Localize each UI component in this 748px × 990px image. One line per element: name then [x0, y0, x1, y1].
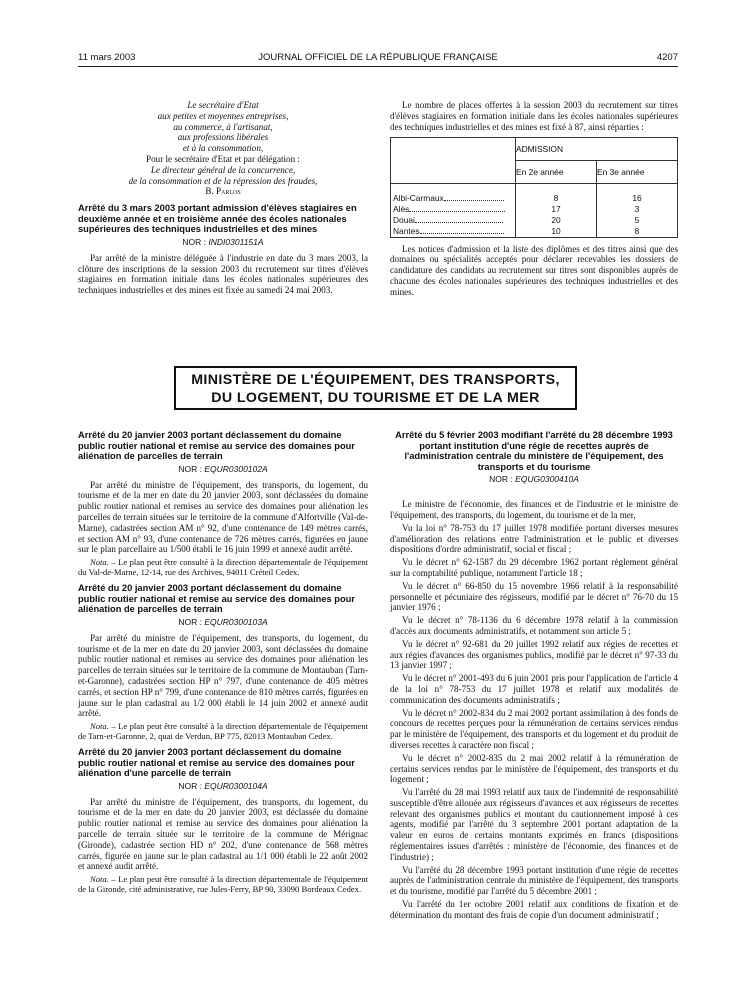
top-right-column: [390, 100, 678, 300]
table-row: [391, 204, 678, 215]
ministry-banner: [174, 366, 577, 410]
signature-line: Le secrétaire d'Etat: [187, 100, 259, 110]
table-corner: [391, 138, 516, 184]
bottom-right-column: [390, 430, 678, 923]
table-row: [391, 226, 678, 237]
top-left-column: [78, 100, 368, 298]
column-header: En 3e année: [597, 161, 678, 184]
note-label: Nota. –: [90, 874, 116, 885]
signatory-name: B. Parlos: [205, 186, 241, 197]
article-title: Arrêté du 20 janvier 2003 portant déclassement du domaine public routier national et remise au service des domaines pour aliénation d'une parcelle de terrain: [78, 747, 355, 779]
nor-code: EQUR0300103A: [204, 616, 268, 627]
page-number: 4207: [656, 52, 678, 63]
signature-director: Le directeur général de la concurrence,: [150, 164, 296, 175]
banner-line: DU LOGEMENT, DU TOURISME ET DE LA MER: [211, 390, 540, 406]
nor-label: NOR :: [489, 474, 513, 485]
article-note: [78, 874, 368, 894]
article-body: Par arrêté de la ministre déléguée à l'industrie en date du 3 mars 2003, la clôture des inscriptions de la session 2003 du recrutement sur titres d'élèves stagiaires en formation initiale dans les écoles nationales supérieures des techniques industrielles et des mines est fixée au samedi 24 mai 2003.: [78, 252, 368, 296]
decree-paragraph: Vu l'arrêté du 1er octobre 2001 relatif aux conditions de fixation et de détermination du montant des frais de copie d'un document administratif ;: [390, 899, 678, 920]
table-row: [391, 184, 678, 204]
journal-title: JOURNAL OFFICIEL DE LA RÉPUBLIQUE FRANÇAISE: [258, 52, 498, 63]
decree-paragraph: Vu le décret n° 2002-835 du 2 mai 2002 relatif à la rémunération de certains services rendus par le ministère de l'équipement, des transports et du logement ;: [390, 752, 678, 785]
decree-paragraph: Vu le décret n° 78-1136 du 6 décembre 1978 relatif à la commission d'accès aux documents administratifs, et notamment son article 5 ;: [390, 615, 678, 636]
nor-label: NOR :: [182, 236, 207, 247]
school-name: Douai: [391, 215, 516, 226]
decree-paragraph: Vu le décret n° 62-1587 du 29 décembre 1962 portant règlement général sur la comptabilité publique, notamment l'article 18 ;: [390, 557, 678, 578]
signature-line: au commerce, à l'artisanat,: [173, 121, 273, 132]
running-header: [78, 52, 678, 66]
article-title: Arrêté du 5 février 2003 modifiant l'arrêté du 28 décembre 1993 portant institution d'une régie de recettes auprès de l'administration centrale du ministère de l'équipement, des transports et du tourisme: [395, 430, 673, 472]
nor-code: EQUR0300102A: [204, 463, 268, 474]
nor-code: INDI0301151A: [208, 236, 264, 247]
article-note: [78, 721, 368, 741]
nor-reference: [78, 617, 368, 628]
article-body: Par arrêté du ministre de l'équipement, des transports, du logement, du tourisme et de la mer en date du 20 janvier 2003, sont déclassées du domaine public routier national et remises au service des domaines pour aliénation les parcelles de terrain situées sur le territoire de la commune de Montauban (Tarn-et-Garonne), cadastrées section HP n° 797, d'une contenance de 405 mètres carrés, et section HP n° 799, d'une contenance de 810 mètres carrés, figurées en jaune sur le plan cadastral au 1/2 000 établi le 14 juin 2002 et annexé audit arrêté.: [78, 632, 368, 719]
cell-year3: 5: [597, 215, 678, 226]
decree-paragraph: Vu la loi n° 78-753 du 17 juillet 1978 modifiée portant diverses mesures d'amélioration des relations entre l'administration et le public et diverses dispositions d'ordre administratif, social et fiscal ;: [390, 522, 678, 555]
nor-code: EQUR0300104A: [204, 780, 268, 791]
header-rule: [78, 66, 678, 67]
nor-reference: [78, 464, 368, 475]
admission-table: [390, 137, 678, 237]
signature-block: [78, 100, 368, 197]
cell-year3: 8: [597, 226, 678, 237]
decree-paragraph: Vu le décret n° 2002-834 du 2 mai 2002 portant assimilation à des fonds de concours de recettes perçues pour la rémunération de certains services rendus par le ministère de l'équipement, des transports et du logement et du produit de diverses recettes à caractère non fiscal ;: [390, 707, 678, 750]
cell-year2: 17: [516, 204, 597, 215]
article-title: Arrêté du 20 janvier 2003 portant déclassement du domaine public routier national et remise au service des domaines pour aliénation de parcelles de terrain: [78, 430, 355, 462]
note-text: Le plan peut être consulté à la direction départementale de l'équipement de Tarn-et-Garonne, 2, quai de Verdun, BP 775, 82013 Montauban Cedex.: [78, 721, 369, 742]
signature-line: et à la consommation,: [182, 143, 264, 154]
table-row: [391, 215, 678, 226]
header-date: 11 mars 2003: [78, 52, 136, 63]
admission-outro: Les notices d'admission et la liste des diplômes et des titres ainsi que des domaines ou spécialités acceptés pour déclarer recevables les dossiers de candidature des candidats au recrutement sur titres sont disponibles auprès de chacune des écoles nationales supérieures des techniques industrielles et des mines.: [390, 243, 678, 297]
article-body: Par arrêté du ministre de l'équipement, des transports, du logement, du tourisme et de la mer en date du 20 janvier 2003, sont déclassées du domaine public routier national et remises au service des domaines pour aliénation les parcelles de terrain situées sur le territoire de la commune d'Alfortville (Val-de-Marne), cadastrées section AM n° 92, d'une contenance de 149 mètres carrés, et section AM n° 93, d'une contenance de 726 mètres carrés, figurées en jaune sur le plan parcellaire au 1/500 établi le 16 juin 1999 et annexé audit arrêté.: [78, 479, 368, 555]
school-name: Albi-Carmaux: [391, 184, 516, 204]
table-header: ADMISSION: [516, 138, 678, 161]
nor-reference: [390, 474, 678, 485]
article-body: Par arrêté du ministre de l'équipement, des transports, du logement, du tourisme et de la mer en date du 20 janvier 2003, est déclassée du domaine public routier national et remise au service des domaines pour aliénation la parcelle de terrain située sur le territoire de la commune de Mérignac (Gironde), cadastrée section HD n° 202, d'une contenance de 568 mètres carrés, figurée en jaune sur le plan cadastral au 1/1 000 établi le 22 août 2002 et annexé audit arrêté.: [78, 796, 368, 872]
school-name: Nantes: [391, 226, 516, 237]
admission-intro: Le nombre de places offertes à la session 2003 du recrutement sur titres d'élèves stagiaires en formation initiale dans les écoles nationales supérieures des techniques industrielles et des mines est fixé à 87, ainsi réparties :: [390, 100, 678, 132]
nor-label: NOR :: [178, 463, 202, 474]
note-text: Le plan peut être consulté à la direction départementale de l'équipement du Val-de-Marne, 12-14, rue des Archives, 94011 Créteil Cedex.: [78, 557, 369, 578]
decree-paragraph: Vu l'arrêté du 28 mai 1993 relatif aux taux de l'indemnité de responsabilité susceptible d'être allouée aux régisseurs d'avances et aux régisseurs de recettes relevant des organismes publics et montant du cautionnement imposé à ces agents, modifié par l'arrêté du 3 septembre 2001 portant adaptation de la valeur en euros de certains montants exprimés en francs (dispositions réglementaires issues d'arrêtés : ministère de l'économie, des finances et de l'industrie) ;: [390, 787, 678, 862]
nor-label: NOR :: [178, 780, 202, 791]
bottom-left-column: [78, 430, 368, 896]
article-title: Arrêté du 20 janvier 2003 portant déclassement du domaine public routier national et remise au service des domaines pour aliénation de parcelles de terrain: [78, 583, 355, 615]
article-note: [78, 557, 368, 577]
school-name: Alès: [391, 204, 516, 215]
decree-paragraph: Le ministre de l'économie, des finances et de l'industrie et le ministre de l'équipement, des transports, du logement, du tourisme et de la mer,: [390, 499, 678, 520]
cell-year2: 8: [516, 184, 597, 204]
cell-year3: 3: [597, 204, 678, 215]
nor-reference: [78, 237, 368, 248]
signature-line: aux petites et moyennes entreprises,: [157, 110, 289, 121]
signature-delegation: Pour le secrétaire d'Etat et par délégation :: [146, 153, 300, 164]
nor-label: NOR :: [178, 616, 202, 627]
banner-line: MINISTÈRE DE L'ÉQUIPEMENT, DES TRANSPORTS,: [191, 372, 560, 388]
signature-line: aux professions libérales: [177, 132, 269, 143]
column-header: En 2e année: [516, 161, 597, 184]
cell-year2: 10: [516, 226, 597, 237]
note-label: Nota. –: [90, 557, 116, 568]
decree-paragraph: Vu le décret n° 92-681 du 20 juillet 1992 relatif aux régies de recettes et aux régies d'avances des organismes publics, modifié par le décret n° 97-33 du 13 janvier 1997 ;: [390, 638, 678, 671]
article-title: Arrêté du 3 mars 2003 portant admission d'élèves stagiaires en deuxième année et en troisième année des écoles nationales supérieures des techniques industrielles et des mines: [78, 203, 357, 235]
nor-reference: [78, 781, 368, 792]
decree-paragraph: Vu le décret n° 2001-493 du 6 juin 2001 pris pour l'application de l'article 4 de la loi n° 78-753 du 17 juillet 1978 et relatif aux modalités de communication des documents administratifs ;: [390, 673, 678, 705]
note-label: Nota. –: [90, 721, 116, 732]
decree-paragraph: Vu l'arrêté du 28 décembre 1993 portant institution d'une régie de recettes auprès de l'administration centrale du ministère de l'équipement, des transports et du tourisme, modifié par l'arrêté du 5 décembre 2001 ;: [390, 864, 678, 897]
note-text: Le plan peut être consulté à la direction départementale de l'équipement de la Gironde, cité administrative, rue Jules-Ferry, BP 90, 33090 Bordeaux Cedex.: [78, 874, 369, 895]
decree-paragraph: Vu le décret n° 66-850 du 15 novembre 1966 relatif à la responsabilité personnelle et pécuniaire des régisseurs, modifié par le décret n° 76-70 du 15 janvier 1976 ;: [390, 580, 678, 613]
cell-year3: 16: [597, 184, 678, 204]
nor-code: EQUG0300410A: [515, 474, 579, 485]
cell-year2: 20: [516, 215, 597, 226]
signature-director: de la consommation et de la répression des fraudes,: [128, 175, 318, 186]
